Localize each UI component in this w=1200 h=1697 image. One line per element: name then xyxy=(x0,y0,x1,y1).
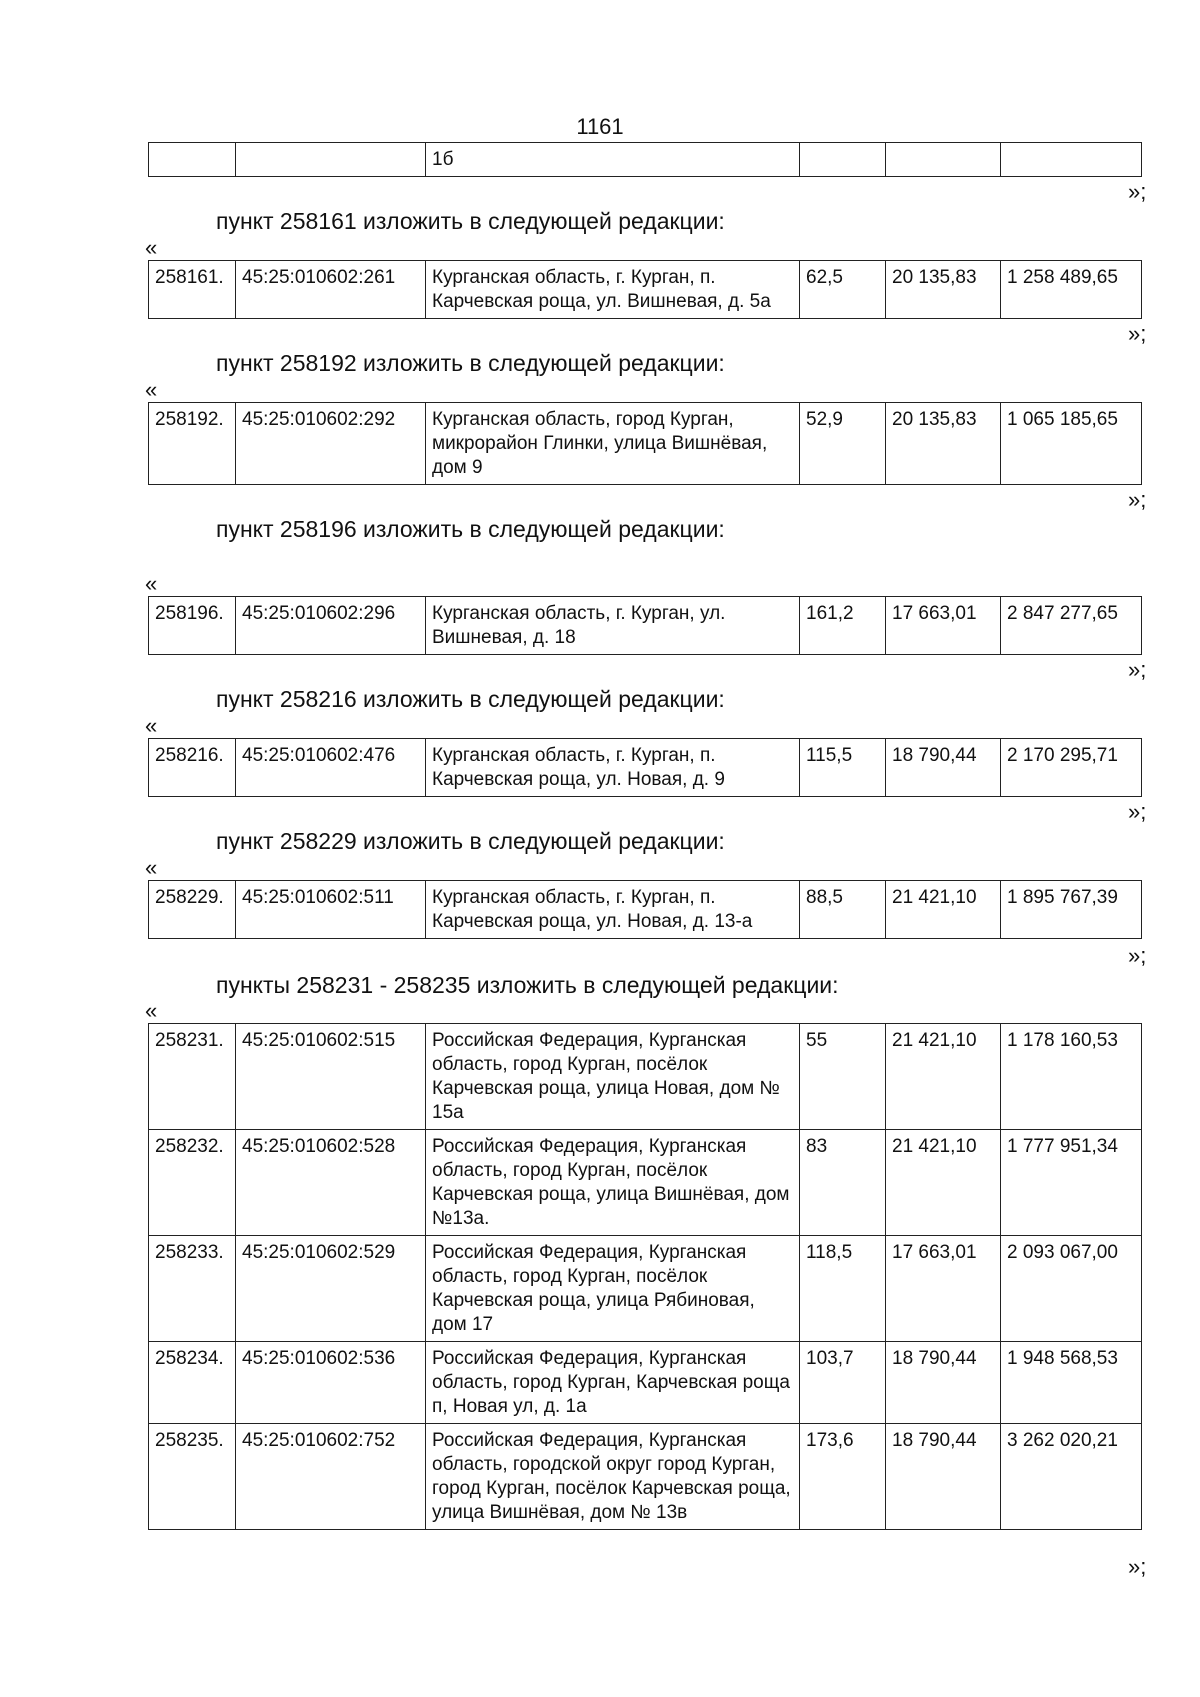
opening-quote: « xyxy=(145,855,158,880)
cell-cadastral: 45:25:010602:752 xyxy=(236,1424,426,1530)
table-row xyxy=(149,597,1142,655)
cell-rate: 18 790,44 xyxy=(886,739,1001,797)
cell-address: Российская Федерация, Курганская область, город Курган, посёлок Карчевская роща, улица Новая, дом № 15а xyxy=(426,1024,800,1130)
cell-address: Курганская область, г. Курган, п. Карчевская роща, ул. Новая, д. 13-а xyxy=(426,881,800,939)
cell-value: 1 948 568,53 xyxy=(1001,1342,1142,1424)
closing-quote: »; xyxy=(1128,1554,1147,1579)
cell-area xyxy=(800,143,886,177)
section-heading: пункт 258216 изложить в следующей редакции: xyxy=(216,686,725,712)
cell-number: 258232. xyxy=(149,1130,236,1236)
opening-quote: « xyxy=(145,713,158,738)
record-table xyxy=(148,880,1142,939)
cell-rate: 21 421,10 xyxy=(886,1130,1001,1236)
cell-value xyxy=(1001,143,1142,177)
opening-quote: « xyxy=(145,235,158,260)
closing-quote: »; xyxy=(1128,799,1147,824)
table-row xyxy=(149,739,1142,797)
cell-cadastral: 45:25:010602:476 xyxy=(236,739,426,797)
table-row xyxy=(149,1342,1142,1424)
record-table xyxy=(148,402,1142,485)
cell-address: Курганская область, г. Курган, п. Карчевская роща, ул. Вишневая, д. 5а xyxy=(426,261,800,319)
cell-number: 258192. xyxy=(149,403,236,485)
cell-address: Российская Федерация, Курганская область, город Курган, посёлок Карчевская роща, улица Рябиновая, дом 17 xyxy=(426,1236,800,1342)
cell-cadastral: 45:25:010602:515 xyxy=(236,1024,426,1130)
cell-rate: 20 135,83 xyxy=(886,261,1001,319)
table-row xyxy=(149,403,1142,485)
cell-rate: 20 135,83 xyxy=(886,403,1001,485)
table-row xyxy=(149,1424,1142,1530)
cell-value: 2 093 067,00 xyxy=(1001,1236,1142,1342)
cell-value: 1 065 185,65 xyxy=(1001,403,1142,485)
cell-cadastral: 45:25:010602:536 xyxy=(236,1342,426,1424)
closing-quote: »; xyxy=(1128,657,1147,682)
cell-value: 2 170 295,71 xyxy=(1001,739,1142,797)
cell-number: 258235. xyxy=(149,1424,236,1530)
opening-quote: « xyxy=(145,571,158,596)
table-row xyxy=(149,1236,1142,1342)
cell-rate: 18 790,44 xyxy=(886,1424,1001,1530)
cell-number: 258229. xyxy=(149,881,236,939)
cell-address: 1б xyxy=(426,143,800,177)
page-number: 1161 xyxy=(576,114,624,139)
closing-quote: »; xyxy=(1128,487,1147,512)
table-row xyxy=(149,1024,1142,1130)
cell-area: 103,7 xyxy=(800,1342,886,1424)
cell-number: 258233. xyxy=(149,1236,236,1342)
cell-value: 1 895 767,39 xyxy=(1001,881,1142,939)
cell-rate: 21 421,10 xyxy=(886,1024,1001,1130)
record-table xyxy=(148,1023,1142,1530)
cell-value: 3 262 020,21 xyxy=(1001,1424,1142,1530)
table-row xyxy=(149,143,1142,177)
section-heading: пункт 258192 изложить в следующей редакции: xyxy=(216,350,725,376)
record-table xyxy=(148,260,1142,319)
cell-number: 258231. xyxy=(149,1024,236,1130)
cell-value: 1 178 160,53 xyxy=(1001,1024,1142,1130)
cell-address: Российская Федерация, Курганская область, город Курган, посёлок Карчевская роща, улица Вишнёвая, дом №13а. xyxy=(426,1130,800,1236)
cell-number: 258196. xyxy=(149,597,236,655)
cell-cadastral: 45:25:010602:296 xyxy=(236,597,426,655)
cell-rate: 21 421,10 xyxy=(886,881,1001,939)
cell-number xyxy=(149,143,236,177)
cell-number: 258161. xyxy=(149,261,236,319)
cell-cadastral: 45:25:010602:292 xyxy=(236,403,426,485)
cell-rate: 17 663,01 xyxy=(886,597,1001,655)
section-heading: пункт 258229 изложить в следующей редакции: xyxy=(216,828,725,854)
cell-cadastral: 45:25:010602:528 xyxy=(236,1130,426,1236)
cell-cadastral: 45:25:010602:511 xyxy=(236,881,426,939)
cell-value: 1 777 951,34 xyxy=(1001,1130,1142,1236)
opening-quote: « xyxy=(145,998,158,1023)
cell-rate xyxy=(886,143,1001,177)
cell-area: 55 xyxy=(800,1024,886,1130)
cell-value: 2 847 277,65 xyxy=(1001,597,1142,655)
record-table xyxy=(148,596,1142,655)
closing-quote: »; xyxy=(1128,321,1147,346)
opening-quote: « xyxy=(145,377,158,402)
record-table xyxy=(148,738,1142,797)
cell-area: 118,5 xyxy=(800,1236,886,1342)
cell-area: 88,5 xyxy=(800,881,886,939)
table-row xyxy=(149,1130,1142,1236)
cell-address: Курганская область, город Курган, микрорайон Глинки, улица Вишнёвая, дом 9 xyxy=(426,403,800,485)
section-heading: пункты 258231 - 258235 изложить в следующей редакции: xyxy=(216,972,839,998)
cell-address: Курганская область, г. Курган, ул. Вишневая, д. 18 xyxy=(426,597,800,655)
cell-area: 62,5 xyxy=(800,261,886,319)
cell-cadastral xyxy=(236,143,426,177)
cell-number: 258234. xyxy=(149,1342,236,1424)
table-row xyxy=(149,261,1142,319)
cell-rate: 17 663,01 xyxy=(886,1236,1001,1342)
closing-quote: »; xyxy=(1128,943,1147,968)
cell-address: Российская Федерация, Курганская область, город Курган, Карчевская роща п, Новая ул, д. 1а xyxy=(426,1342,800,1424)
cell-cadastral: 45:25:010602:261 xyxy=(236,261,426,319)
table-row xyxy=(149,881,1142,939)
cell-address: Курганская область, г. Курган, п. Карчевская роща, ул. Новая, д. 9 xyxy=(426,739,800,797)
cell-address: Российская Федерация, Курганская область, городской округ город Курган, город Курган, посёлок Карчевская роща, улица Вишнёвая, дом № 13в xyxy=(426,1424,800,1530)
cell-area: 52,9 xyxy=(800,403,886,485)
cell-area: 173,6 xyxy=(800,1424,886,1530)
cell-cadastral: 45:25:010602:529 xyxy=(236,1236,426,1342)
cell-area: 83 xyxy=(800,1130,886,1236)
cell-area: 115,5 xyxy=(800,739,886,797)
continuation-table xyxy=(148,142,1142,177)
cell-number: 258216. xyxy=(149,739,236,797)
cell-area: 161,2 xyxy=(800,597,886,655)
closing-quote: »; xyxy=(1128,179,1147,204)
cell-value: 1 258 489,65 xyxy=(1001,261,1142,319)
section-heading: пункт 258161 изложить в следующей редакции: xyxy=(216,208,725,234)
section-heading: пункт 258196 изложить в следующей редакции: xyxy=(216,516,725,542)
cell-rate: 18 790,44 xyxy=(886,1342,1001,1424)
